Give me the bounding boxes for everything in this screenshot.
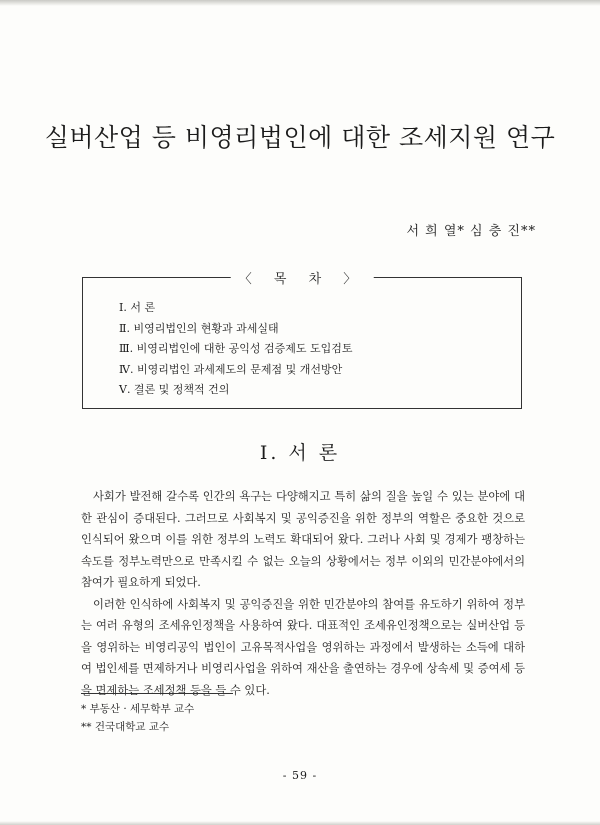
toc-item: Ⅱ. 비영리법인의 현황과 과세실태	[119, 321, 279, 335]
page-bottom-edge	[0, 821, 600, 825]
body-text	[81, 486, 525, 701]
toc-label: 〈 목 차 〉	[231, 268, 374, 287]
toc-list	[119, 298, 352, 401]
paper-title: 실버산업 등 비영리법인에 대한 조세지원 연구	[44, 123, 556, 152]
page-top-edge	[0, 0, 600, 6]
toc-item: Ⅴ. 결론 및 정책적 건의	[119, 383, 230, 396]
toc-item: Ⅰ. 서 론	[119, 301, 156, 314]
page-number: - 59 -	[282, 769, 318, 782]
table-of-contents-box	[82, 272, 522, 409]
paragraph: 이러한 인식하에 사회복지 및 공익증진을 위한 민간분야의 참여를 유도하기 위하여 정부는 여러 유형의 조세유인정책을 사용하여 왔다. 대표적인 조세유인정책으로는 실버산업 등을 영위하는 비영리공익 법인이 고유목적사업을 영위하는 과정에서 발생하는 소득에 대하여 법인세를 면제하거나 비영리사업을 위하여 재산을 출연하는 경우에 상속세 및 증여세 등을 면제하는 조세정책 등을 들 수 있다.	[81, 597, 525, 697]
footnote: * 부동산 · 세무학부 교수	[81, 703, 195, 715]
toc-item: Ⅳ. 비영리법인 과세제도의 문제점 및 개선방안	[119, 362, 343, 376]
footnote-rule	[81, 693, 233, 694]
toc-item: Ⅲ. 비영리법인에 대한 공익성 검증제도 도입검토	[119, 342, 353, 355]
footnote: ** 건국대학교 교수	[81, 721, 170, 733]
footnotes	[81, 700, 194, 736]
section-heading: Ⅰ. 서 론	[259, 442, 341, 464]
paragraph: 사회가 발전해 갈수록 인간의 욕구는 다양해지고 특히 삶의 질을 높일 수 있는 분야에 대한 관심이 증대된다. 그러므로 사회복지 및 공익증진을 위한 정부의 역할은 중요한 것으로 인식되어 왔으며 이를 위한 정부의 노력도 확대되어 왔다. 그러나 사회 및 경제가 팽창하는 속도를 정부노력만으로 만족시킬 수 없는 오늘의 상황에서는 정부 이외의 민간분야에서의 참여가 필요하게 되었다.	[81, 490, 525, 589]
authors-line: 서 희 열* 심 충 진**	[406, 224, 536, 239]
